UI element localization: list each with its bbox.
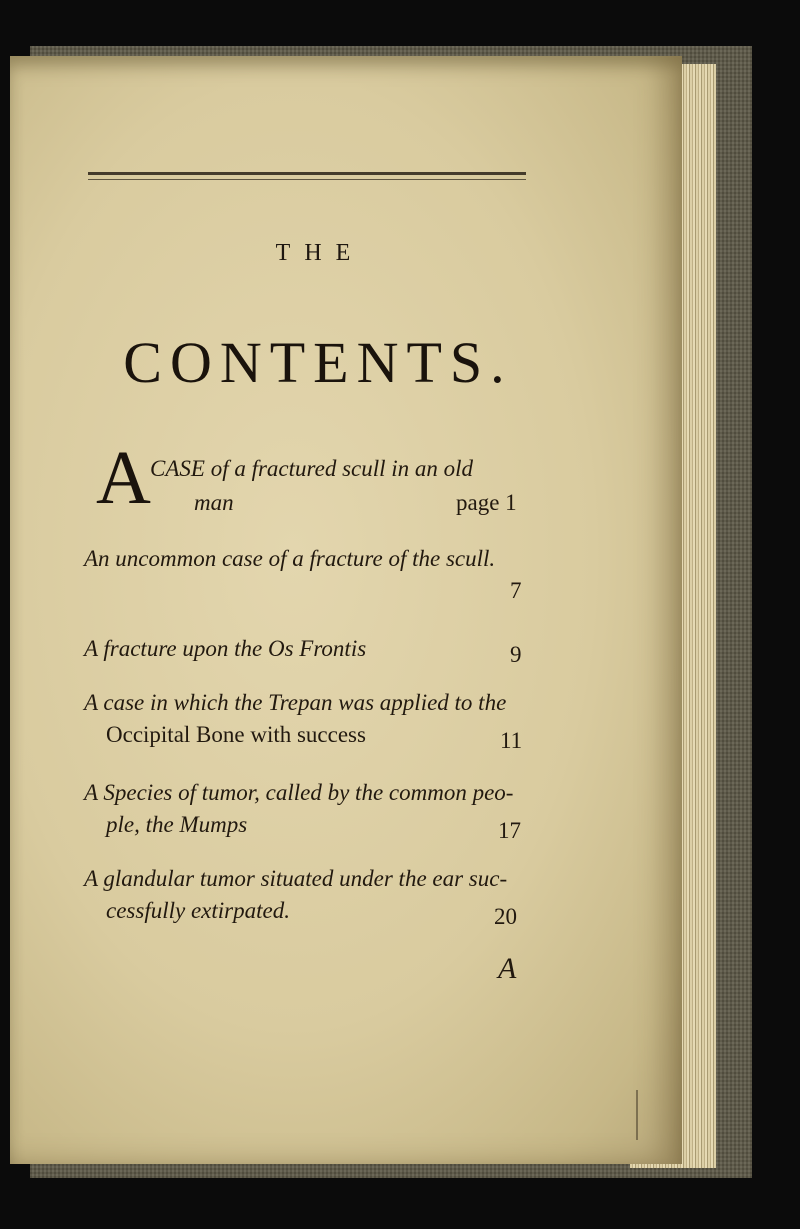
page-title: CONTENTS. bbox=[123, 330, 513, 395]
toc-entry-text-cont: cessfully extirpated. bbox=[106, 898, 290, 923]
toc-page-number: 11 bbox=[500, 728, 523, 753]
header-rule-thin bbox=[88, 179, 526, 180]
toc-page-number: 20 bbox=[494, 904, 517, 929]
toc-entry-text-cont: man bbox=[194, 490, 234, 515]
toc-page-number: 7 bbox=[510, 578, 522, 603]
book-page bbox=[10, 56, 682, 1164]
toc-page-number: page 1 bbox=[456, 490, 517, 515]
toc-entry-text: CASE of a fractured scull in an old bbox=[150, 456, 474, 481]
toc-entry-text: A glandular tumor situated under the ear suc- bbox=[84, 866, 508, 891]
toc-entry-text: A Species of tumor, called by the common peo- bbox=[84, 780, 514, 805]
drop-cap: A bbox=[96, 436, 151, 520]
header-rule bbox=[88, 172, 526, 175]
toc-entry-text-cont: Occipital Bone with success bbox=[106, 722, 366, 747]
catchword: A bbox=[498, 952, 517, 985]
toc-page-number: 9 bbox=[510, 642, 522, 667]
toc-entry-text: A case in which the Trepan was applied to the bbox=[84, 690, 507, 715]
toc-page-number: 17 bbox=[498, 818, 521, 843]
toc-entry-text: An uncommon case of a fracture of the scull. bbox=[84, 546, 496, 571]
binding-mark bbox=[636, 1090, 662, 1140]
title-the: THE bbox=[275, 240, 365, 266]
toc-entry-text-cont: ple, the Mumps bbox=[106, 812, 248, 837]
toc-entry-text: A fracture upon the Os Frontis bbox=[84, 636, 367, 661]
